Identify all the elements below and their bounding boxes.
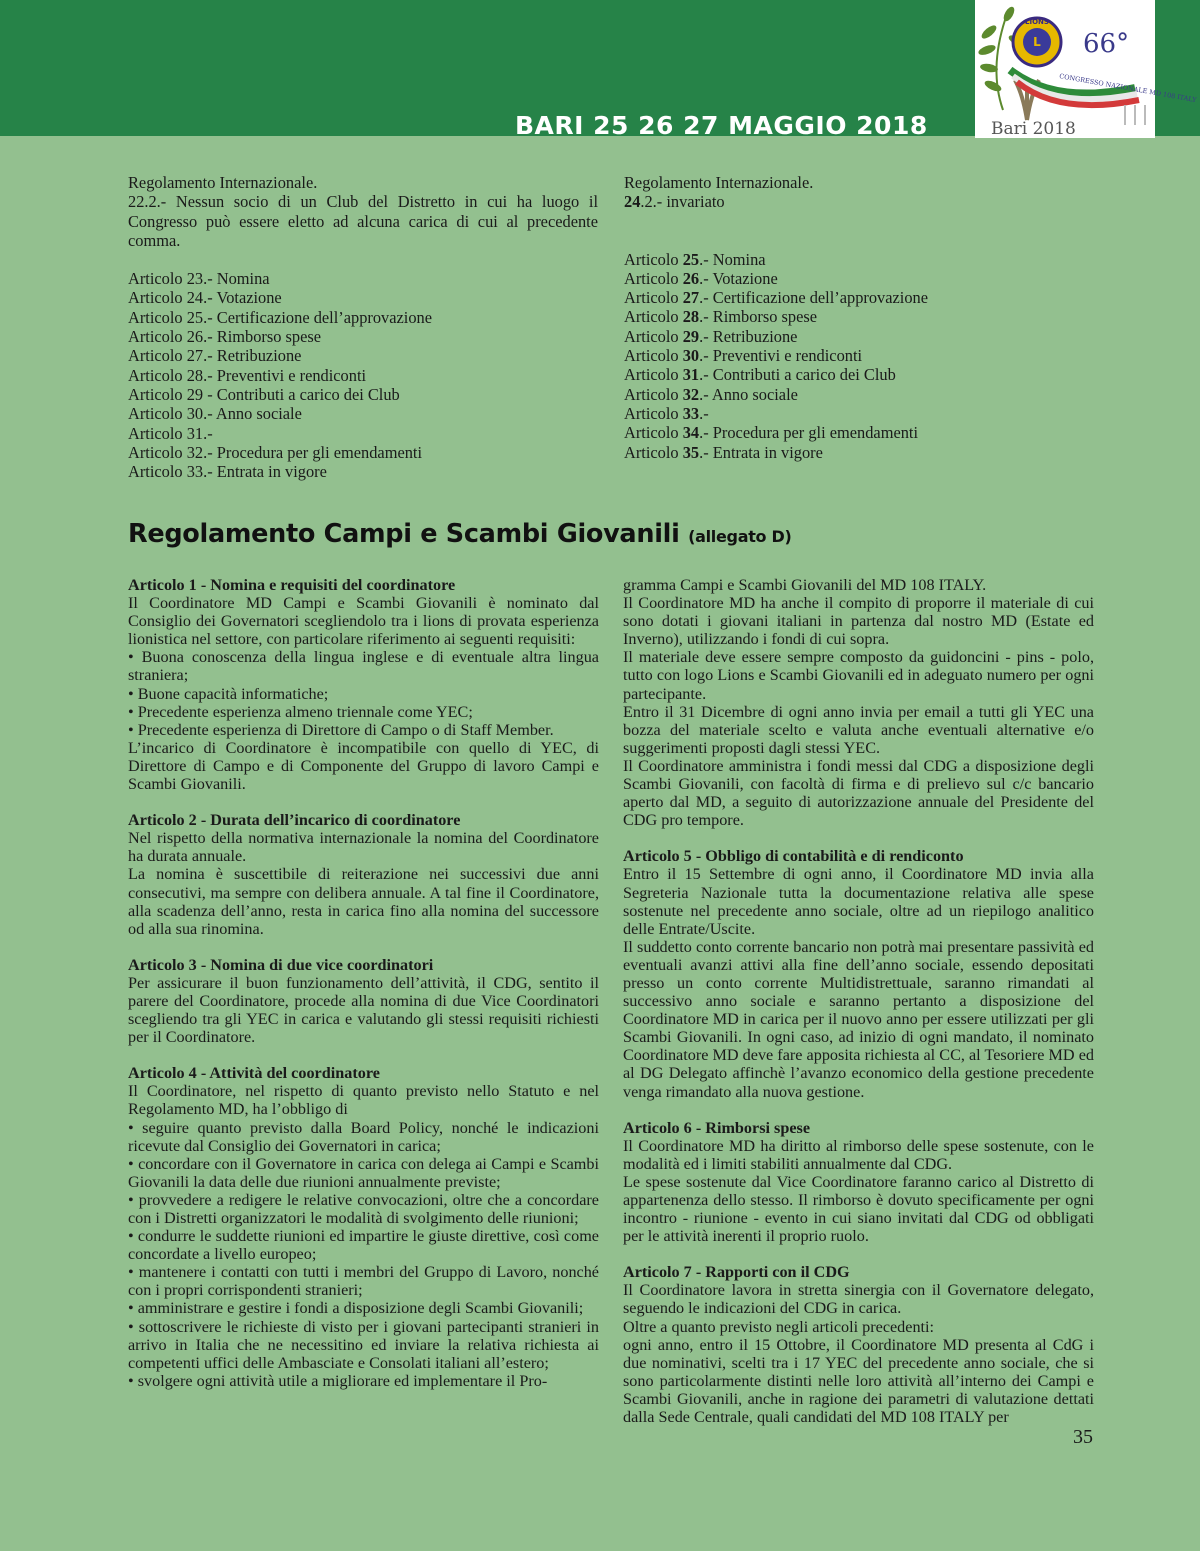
article-heading: Articolo 3 - Nomina di due vice coordinatori [128, 955, 434, 974]
text-paragraph: Il materiale deve essere sempre composto da guidoncini - pins - polo, tutto con logo Lions e Scambi Giovanili ed in adeguato numero per ogni partecipante. [623, 648, 1094, 703]
text-paragraph: Entro il 15 Settembre di ogni anno, il Coordinatore MD invia alla Segreteria Nazionale tutta la documentazione relativa alle spese sostenute nel precedente anno sociale, oltre ad un riepilogo analitico delle Entrate/Uscite. [623, 865, 1094, 938]
article-heading: Articolo 4 - Attività del coordinatore [128, 1064, 380, 1083]
left-top-column [128, 173, 598, 481]
section-title-text: Regolamento Campi e Scambi Giovanili [128, 519, 680, 549]
article-line: Articolo 26.- Rimborso spese [128, 327, 322, 347]
right-top-column [624, 173, 1094, 462]
article-line: Articolo 31.- Contributi a carico dei Club [624, 365, 896, 385]
bullet-item: • sottoscrivere le richieste di visto per i giovani partecipanti stranieri in arrivo in Italia che ne necessitino ed inviare la relativa richiesta ai competenti uffici delle Ambasciate e Consolati italiani all’estero; [128, 1317, 599, 1372]
text-line: Regolamento Internazionale. [128, 173, 318, 192]
article-line: Articolo 30.- Anno sociale [128, 404, 302, 424]
text-paragraph: Per assicurare il buon funzionamento dell’attività, il CDG, sentito il parere del Coordinatore, procede alla nomina di due Vice Coordinatori scegliendo tra gli YEC in carica e valutando gli stessi requisiti richiesti per il Coordinatore. [128, 973, 599, 1047]
event-title: BARI 25 26 27 MAGGIO 2018 [515, 111, 928, 140]
article-line: Articolo 35.- Entrata in vigore [624, 442, 823, 462]
section-title [128, 519, 792, 549]
article-line: Articolo 29.- Retribuzione [624, 326, 798, 346]
text-paragraph: Il Coordinatore, nel rispetto di quanto previsto nello Statuto e nel Regolamento MD, ha l’obbligo di [128, 1082, 599, 1119]
article-heading: Articolo 1 - Nomina e requisiti del coordinatore [128, 576, 456, 594]
article-line: Articolo 28.- Preventivi e rendiconti [128, 365, 367, 385]
article-line: Articolo 32.- Anno sociale [624, 384, 798, 404]
article-line: Articolo 27.- Certificazione dell’approvazione [624, 288, 929, 308]
bullet-item: • provvedere a redigere le relative convocazioni, oltre che a concordare con i Distretti organizzatori le modalità di svolgimento delle riunioni; [128, 1190, 599, 1227]
bullet-item: • concordare con il Governatore in carica con delega ai Campi e Scambi Giovanili la data delle due riunioni annualmente previste; [128, 1154, 599, 1191]
page-number: 35 [1073, 1426, 1093, 1448]
bullet-item: • Precedente esperienza di Direttore di Campo o di Staff Member. [128, 720, 554, 739]
logo-ring-text: CONGRESSO NAZIONALE MD 108 ITALY [1058, 72, 1198, 105]
article-line: Articolo 31.- [128, 423, 213, 443]
text-paragraph: Nel rispetto della normativa internazionale la nomina del Coordinatore ha durata annuale. [128, 829, 599, 866]
article-line: Articolo 32.- Procedura per gli emendamenti [128, 442, 423, 462]
text-paragraph: Il Coordinatore MD ha diritto al rimborso delle spese sostenute, con le modalità ed i limiti stabiliti annualmente dal CDG. [623, 1136, 1094, 1173]
article-line: Articolo 33.- [624, 403, 709, 423]
article-line: Articolo 25.- Nomina [624, 249, 766, 269]
article-line: Articolo 26.- Votazione [624, 268, 778, 288]
text-paragraph: Il Coordinatore lavora in stretta sinergia con il Governatore delegato, seguendo le indicazioni del CDG in carica. [623, 1281, 1094, 1318]
body-right-column [623, 576, 1094, 1426]
article-line: Articolo 34.- Procedura per gli emendamenti [624, 423, 919, 443]
bullet-item: • Buona conoscenza della lingua inglese e di eventuale altra lingua straniera; [128, 648, 599, 685]
text-paragraph: ogni anno, entro il 15 Ottobre, il Coordinatore MD presenta al CdG i due nominativi, scelti tra i 17 YEC del precedente anno sociale, che si sono particolarmente distinti nelle loro attività all’interno dei Campi e Scambi Giovanili, anche in ragione dei parametri di valutazione dettati dalla Sede Centrale, quali candidati del MD 108 ITALY per [623, 1335, 1094, 1427]
text-paragraph: Il suddetto conto corrente bancario non potrà mai presentare passività ed eventuali avanzi attivi alla fine dell’anno sociale, essendo depositati presso un conto corrente Multidistrettuale, saranno rimandati al successivo anno sociale e saranno pertanto a disposizione del Coordinatore MD in carica per il nuovo anno per essere utilizzati per gli Scambi Giovanili. In ogni caso, ad inizio di ogni mandato, il nominato Coordinatore MD deve fare apposita richiesta al CC, al Tesoriere MD ed al DG Delegato affinchè l’avanzo economico della gestione precedente venga rimandato alla nuova gestione. [623, 937, 1094, 1101]
article-line: Articolo 30.- Preventivi e rendiconti [624, 346, 863, 366]
bullet-item: • mantenere i contatti con tutti i membri del Gruppo di Lavoro, nonché con i propri corrispondenti stranieri; [128, 1263, 599, 1300]
article-heading: Articolo 2 - Durata dell’incarico di coordinatore [128, 811, 461, 830]
article-line: Articolo 33.- Entrata in vigore [128, 462, 327, 482]
article-line: Articolo 27.- Retribuzione [128, 346, 302, 366]
congress-logo [975, 0, 1198, 139]
svg-text:L: L [1033, 35, 1041, 49]
article-line: Articolo 23.- Nomina [128, 269, 270, 289]
bullet-item: • svolgere ogni attività utile a migliorare ed implementare il Pro- [128, 1371, 548, 1390]
text-paragraph: Oltre a quanto previsto negli articoli precedenti: [623, 1317, 935, 1336]
laurel-branch-icon [977, 5, 1023, 110]
bullet-item: • condurre le suddette riunioni ed impartire le giuste direttive, così come concordate a livello europeo; [128, 1227, 599, 1264]
text-line: 24.2.- invariato [624, 192, 725, 212]
text-paragraph: 22.2.- Nessun socio di un Club del Distretto in cui ha luogo il Congresso può essere eletto ad alcuna carica di cui al precedente comma. [128, 192, 598, 250]
bullet-item: • seguire quanto previsto dalla Board Policy, nonché le indicazioni ricevute dal Consiglio dei Governatori in carica; [128, 1118, 599, 1155]
text-paragraph: La nomina è suscettibile di reiterazione nei successivi due anni consecutivi, ma sempre con delibera annuale. A tal fine il Coordinatore, alla scadenza dell’anno, resta in carica fino alla nomina del successore od alla sua rinomina. [128, 865, 599, 938]
bullet-item: • Precedente esperienza almeno triennale come YEC; [128, 702, 473, 721]
article-heading: Articolo 7 - Rapporti con il CDG [623, 1263, 850, 1282]
text-paragraph: L’incarico di Coordinatore è incompatibile con quello di YEC, di Direttore di Campo e di Componente del Gruppo di lavoro Campi e Scambi Giovanili. [128, 738, 599, 794]
logo-city: Bari 2018 [991, 119, 1076, 139]
text-paragraph: Il Coordinatore MD Campi e Scambi Giovanili è nominato dal Consiglio dei Governatori scegliendolo tra i lions di provata esperienza lionistica nel settore, con particolare riferimento ai seguenti requisiti: [128, 594, 599, 649]
bullet-item: • Buone capacità informatiche; [128, 684, 329, 703]
article-line: Articolo 25.- Certificazione dell’approvazione [128, 307, 433, 327]
text-paragraph: Entro il 31 Dicembre di ogni anno invia per email a tutti gli YEC una bozza del materiale scelto e valuta anche eventuali alternative e/o suggerimenti proposti dagli stessi YEC. [623, 702, 1094, 757]
text-paragraph: Il Coordinatore MD ha anche il compito di proporre il materiale di cui sono dotati i giovani italiani in partenza dal nostro MD (Estate ed Inverno), utilizzando i fondi di cui sopra. [623, 594, 1094, 649]
text-paragraph: Le spese sostenute dal Vice Coordinatore faranno carico al Distretto di appartenenza dello stesso. Il rimborso è dovuto specificamente per ogni incontro - riunione - evento in cui siano invitati dal CDG od obbligati per le attività inerenti il proprio ruolo. [623, 1172, 1094, 1246]
text-paragraph: Il Coordinatore amministra i fondi messi dal CDG a disposizione degli Scambi Giovanili, con facoltà di firma e di prelievo sul c/c bancario aperto dal MD, a seguito di autorizzazione annuale del Presidente del CDG pro tempore. [623, 756, 1094, 830]
article-heading: Articolo 6 - Rimborsi spese [623, 1118, 811, 1137]
article-line: Articolo 24.- Votazione [128, 288, 282, 308]
article-line: Articolo 28.- Rimborso spese [624, 307, 818, 327]
article-line: Articolo 29 - Contributi a carico dei Club [128, 384, 400, 404]
logo-number: 66° [1083, 29, 1130, 59]
text-paragraph: gramma Campi e Scambi Giovanili del MD 108 ITALY. [623, 576, 987, 594]
text-line: Regolamento Internazionale. [624, 173, 814, 192]
section-subtitle: (allegato D) [688, 527, 792, 546]
lions-badge-icon [1013, 18, 1061, 66]
bullet-item: • amministrare e gestire i fondi a disposizione degli Scambi Giovanili; [128, 1299, 584, 1318]
article-heading: Articolo 5 - Obbligo di contabilità e di rendiconto [623, 847, 964, 866]
body-left-column [128, 576, 599, 1390]
svg-text:LIONS: LIONS [1025, 18, 1049, 26]
